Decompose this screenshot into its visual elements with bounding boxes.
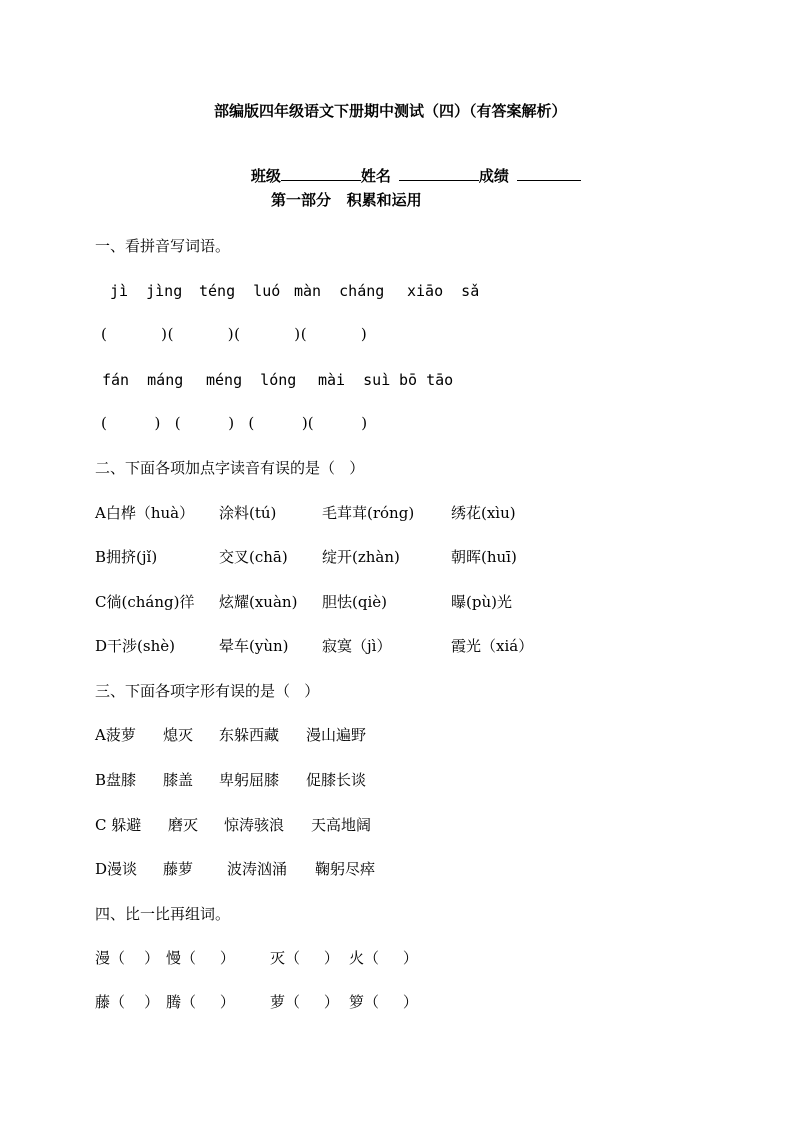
part-title: 第一部分 积累和运用: [271, 191, 422, 209]
option-d-item: 霞光（xiá）: [451, 637, 534, 655]
option-d-item: 波涛汹涌: [227, 860, 288, 878]
option-d-item[interactable]: D漫谈: [95, 860, 138, 878]
score-blank: [517, 166, 581, 181]
compare-word-item[interactable]: 箩（ ）: [349, 993, 418, 1011]
pinyin-item: jì jìng: [110, 282, 183, 300]
option-a-item: 漫山遍野: [306, 726, 367, 744]
compare-word-item[interactable]: 漫（ ）: [95, 949, 160, 967]
option-b-item: 朝晖(huī): [451, 548, 517, 566]
option-a-item: 涂料(tú): [219, 504, 277, 522]
answer-blanks-row-1[interactable]: ( )( )( )( ): [101, 325, 368, 343]
option-a-item: 熄灭: [163, 726, 194, 744]
option-c-item[interactable]: C徜(cháng)徉: [95, 593, 195, 611]
option-a-item: 东躲西藏: [219, 726, 280, 744]
option-a-item[interactable]: A白桦（huà）: [95, 504, 195, 522]
option-c-item: 胆怯(qiè): [322, 593, 387, 611]
pinyin-item: mài suì: [318, 371, 391, 389]
option-b-item: 绽开(zhàn): [322, 548, 400, 566]
option-b-item[interactable]: B盘膝: [95, 771, 137, 789]
option-c-item: 曝(pù)光: [451, 593, 512, 611]
pinyin-item: méng lóng: [206, 371, 297, 389]
question-4-heading: 四、比一比再组词。: [95, 905, 231, 923]
compare-word-item[interactable]: 火（ ）: [349, 949, 418, 967]
question-1-heading: 一、看拼音写词语。: [95, 237, 231, 255]
option-d-item: 晕车(yùn): [219, 637, 289, 655]
option-c-item: 炫耀(xuàn): [219, 593, 298, 611]
pinyin-item: téng luó: [199, 282, 281, 300]
option-c-item: 天高地阔: [311, 816, 372, 834]
option-d-item: 寂寞（jì）: [322, 637, 392, 655]
option-c-item: 磨灭: [168, 816, 199, 834]
compare-word-item[interactable]: 腾（ ）: [166, 993, 235, 1011]
option-d-item[interactable]: D干涉(shè): [95, 637, 175, 655]
class-blank: [281, 166, 361, 181]
option-a-item: 绣花(xìu): [451, 504, 516, 522]
option-c-item[interactable]: C 躲避: [95, 816, 142, 834]
question-2-heading: 二、下面各项加点字读音有误的是（ ）: [95, 459, 365, 477]
pinyin-item: fán máng: [102, 371, 184, 389]
score-label: 成绩: [478, 167, 509, 185]
option-a-item[interactable]: A菠萝: [95, 726, 136, 744]
question-3-heading: 三、下面各项字形有误的是（ ）: [95, 682, 320, 700]
option-c-item: 惊涛骇浪: [224, 816, 285, 834]
option-d-item: 鞠躬尽瘁: [315, 860, 376, 878]
name-blank: [399, 166, 479, 181]
compare-word-item[interactable]: 萝（ ）: [270, 993, 339, 1011]
option-d-item: 藤萝: [163, 860, 194, 878]
compare-word-item[interactable]: 灭（ ）: [270, 949, 339, 967]
option-a-item: 毛茸茸(róng): [322, 504, 415, 522]
option-b-item: 促膝长谈: [306, 771, 367, 789]
document-title: 部编版四年级语文下册期中测试（四）（有答案解析）: [214, 102, 567, 120]
class-label: 班级: [250, 167, 281, 185]
pinyin-item: xiāo sǎ: [407, 282, 480, 300]
name-label: 姓名: [360, 167, 391, 185]
option-b-item: 卑躬屈膝: [219, 771, 280, 789]
option-b-item: 膝盖: [163, 771, 194, 789]
option-b-item: 交叉(chā): [219, 548, 288, 566]
pinyin-item: màn cháng: [294, 282, 385, 300]
compare-word-item[interactable]: 慢（ ）: [166, 949, 235, 967]
option-b-item[interactable]: B拥挤(jǐ): [95, 548, 158, 566]
answer-blanks-row-2[interactable]: ( ) ( ) ( )( ): [101, 414, 368, 432]
compare-word-item[interactable]: 藤（ ）: [95, 993, 160, 1011]
pinyin-item: bō tāo: [399, 371, 454, 389]
